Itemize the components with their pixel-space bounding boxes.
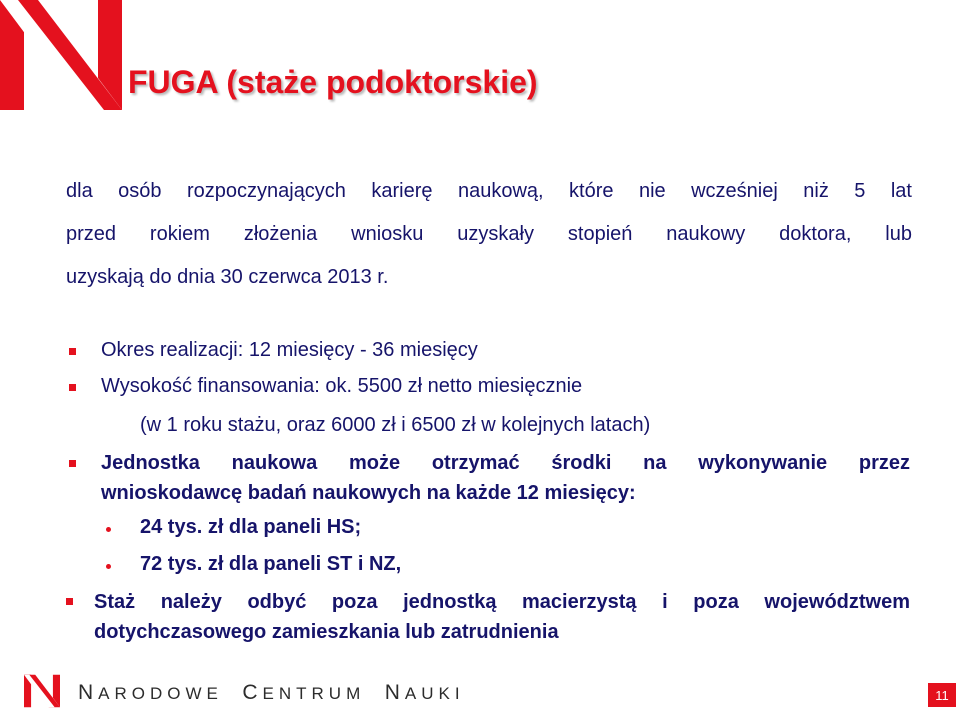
page-number: 11 <box>928 683 956 707</box>
org-word-rest: AUKI <box>404 684 465 703</box>
intro-line: dla osób rozpoczynających karierę naukową, które nie wcześniej niż 5 lat <box>66 180 912 202</box>
org-word-initial: N <box>384 681 405 704</box>
org-word-initial: N <box>78 681 99 704</box>
intro-paragraph <box>66 170 912 299</box>
round-bullet-icon <box>106 527 111 532</box>
sub-item-text: 72 tys. zł dla paneli ST i NZ, <box>140 553 402 575</box>
square-bullet-icon <box>66 598 73 605</box>
slide-title: FUGA (staże podoktorskie) <box>128 64 538 100</box>
ncn-logo-icon <box>24 673 60 709</box>
bullet-subtext: (w 1 roku stażu, oraz 6000 zł i 6500 zł w kolejnych latach) <box>140 414 651 436</box>
square-bullet-icon <box>69 460 76 467</box>
square-bullet-icon <box>69 384 76 391</box>
bullet-text-block <box>94 587 910 647</box>
bullet-text: Okres realizacji: 12 miesięcy - 36 miesięcy <box>101 339 478 361</box>
sub-item-text: 24 tys. zł dla paneli HS; <box>140 516 362 538</box>
bullet-line: Staż należy odbyć poza jednostką macierzystą i poza województwem <box>94 591 910 613</box>
org-word-rest: ARODOWE <box>98 684 223 703</box>
bullet-text: Wysokość finansowania: ok. 5500 zł netto miesięcznie <box>101 375 583 397</box>
intro-line: uzyskają do dnia 30 czerwca 2013 r. <box>66 266 389 288</box>
ncn-logo-icon <box>0 0 122 110</box>
intro-line: przed rokiem złożenia wniosku uzyskały stopień naukowy doktora, lub <box>66 223 912 245</box>
round-bullet-icon <box>106 564 111 569</box>
org-word-rest: ENTRUM <box>262 684 366 703</box>
bullet-text-block <box>101 448 910 508</box>
bullet-line: Jednostka naukowa może otrzymać środki na wykonywanie przez <box>101 452 910 474</box>
org-word-initial: C <box>242 681 263 704</box>
bullet-line: dotychczasowego zamieszkania lub zatrudnienia <box>94 621 559 643</box>
bullet-line: wnioskodawcę badań naukowych na każde 12 miesięcy: <box>101 482 636 504</box>
organization-name <box>78 681 465 705</box>
square-bullet-icon <box>69 348 76 355</box>
